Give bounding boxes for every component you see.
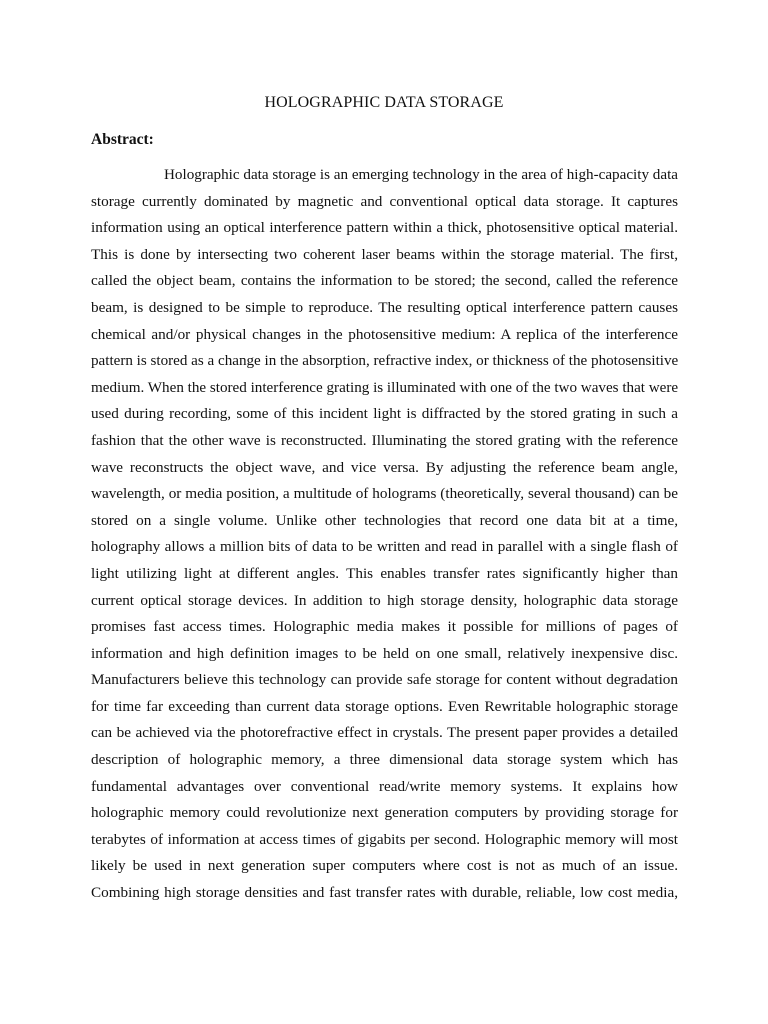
abstract-paragraph: [91, 162, 678, 907]
abstract-line: holographic memory could revolutionize next generation computers by providing storage for: [91, 804, 678, 822]
abstract-line: This is done by intersecting two coherent laser beams within the storage material. The first,: [91, 245, 678, 263]
abstract-line: wave reconstructs the object wave, and vice versa. By adjusting the reference beam angle,: [91, 458, 678, 476]
abstract-line: can be achieved via the photorefractive effect in crystals. The present paper provides a detailed: [91, 724, 678, 742]
abstract-line: wavelength, or media position, a multitude of holograms (theoretically, several thousand) can be: [91, 485, 678, 503]
abstract-line: likely be used in next generation super computers where cost is not as much of an issue.: [91, 857, 678, 875]
abstract-line: current optical storage devices. In addition to high storage density, holographic data storage: [91, 591, 678, 609]
abstract-line: called the object beam, contains the information to be stored; the second, called the reference: [91, 272, 678, 290]
abstract-line: Holographic data storage is an emerging technology in the area of high-capacity data: [164, 167, 678, 183]
abstract-line: for time far exceeding than current data storage options. Even Rewritable holographic storage: [91, 697, 678, 715]
abstract-line: description of holographic memory, a three dimensional data storage system which has: [91, 751, 678, 769]
abstract-line: holography allows a million bits of data to be written and read in parallel with a single flash of: [91, 538, 678, 556]
document-title: HOLOGRAPHIC DATA STORAGE: [264, 94, 504, 111]
abstract-line: information and high definition images to be held on one small, relatively inexpensive disc.: [91, 644, 678, 662]
abstract-line: Manufacturers believe this technology can provide safe storage for content without degradation: [91, 671, 678, 689]
abstract-line: Combining high storage densities and fast transfer rates with durable, reliable, low cost media,: [91, 884, 678, 902]
abstract-line: terabytes of information at access times of gigabits per second. Holographic memory will most: [91, 830, 678, 848]
abstract-line: promises fast access times. Holographic media makes it possible for millions of pages of: [91, 618, 678, 636]
abstract-line: pattern is stored as a change in the absorption, refractive index, or thickness of the photosensitive: [91, 353, 679, 370]
abstract-line: light utilizing light at different angles. This enables transfer rates significantly higher than: [91, 564, 678, 582]
abstract-line: fashion that the other wave is reconstructed. Illuminating the stored grating with the reference: [91, 431, 678, 449]
abstract-line: fundamental advantages over conventional read/write memory systems. It explains how: [91, 777, 678, 795]
abstract-line: stored on a single volume. Unlike other technologies that record one data bit at a time,: [91, 511, 678, 529]
abstract-line: medium. When the stored interference grating is illuminated with one of the two waves that were: [91, 379, 679, 396]
abstract-heading: Abstract:: [91, 131, 154, 148]
abstract-line: chemical and/or physical changes in the photosensitive medium: A replica of the interference: [91, 325, 678, 343]
abstract-line: beam, is designed to be simple to reproduce. The resulting optical interference pattern causes: [91, 298, 678, 316]
abstract-line: information using an optical interference pattern within a thick, photosensitive optical material.: [91, 219, 678, 237]
abstract-line: storage currently dominated by magnetic and conventional optical data storage. It captures: [91, 192, 678, 210]
abstract-line: used during recording, some of this incident light is diffracted by the stored grating in such a: [91, 405, 678, 423]
